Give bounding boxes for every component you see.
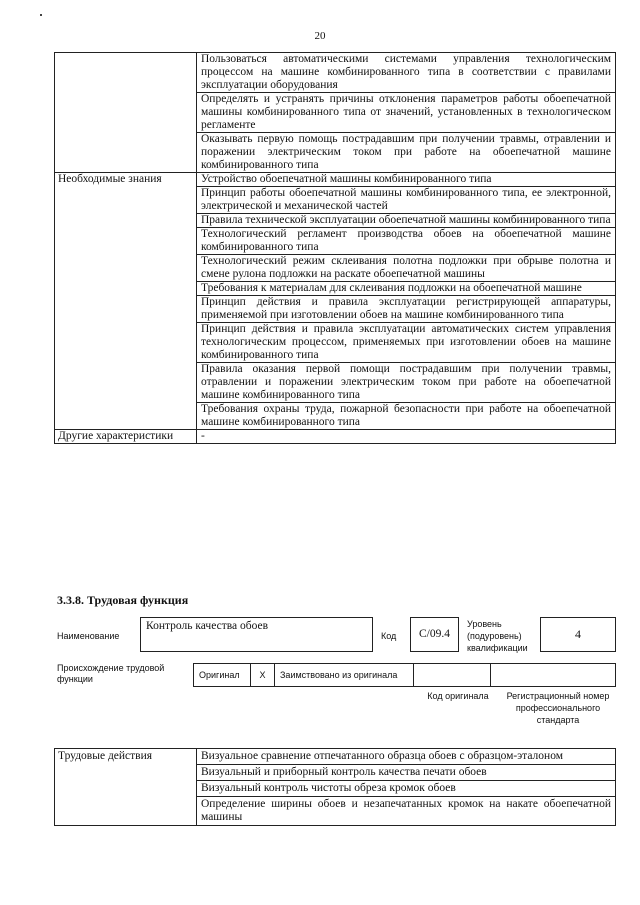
other-characteristics-label: Другие характеристики [55,430,197,444]
list-item: Оказывать первую помощь пострадавшим при получении травмы, отравлении и поражении электрическим током при работе на обоепечатной машине комбинированного типа [197,133,616,173]
list-item: Определение ширины обоев и незапечатанных кромок на накате обоепечатной машины [197,797,616,826]
page-number: 20 [314,30,326,42]
name-label: Наименование [57,631,120,641]
section-title: 3.3.8. Трудовая функция [57,593,189,607]
other-characteristics-value: - [197,430,616,444]
origin-mark: X [251,664,275,687]
labor-actions-table [54,748,616,826]
labor-actions-label: Трудовые действия [55,749,197,826]
list-item: Правила оказания первой помощи пострадавшим при получении травмы, отравлении и поражении электрическим током при работе на обоепечатной машине комбинированного типа [197,363,616,403]
table-row [55,749,616,765]
table-row [55,430,616,444]
competency-table [54,52,616,444]
list-item: Требования к материалам для склеивания подложки на обоепечатной машине [197,282,616,296]
code-label: Код [381,631,397,641]
caption-registration-number: Регистрационный номер профессионального стандарта [506,691,610,725]
caption-original-code: Код оригинала [427,691,489,701]
scan-speck [40,14,42,16]
origin-original-cell: Оригинал [194,664,251,687]
list-item: Технологический регламент производства обоев на обоепечатной машине комбинированного типа [197,228,616,255]
original-code-cell [414,664,491,687]
list-item: Требования охраны труда, пожарной безопасности при работе на обоепечатной машине комбинированного типа [197,403,616,430]
origin-borrowed-cell: Заимствовано из оригинала [275,664,414,687]
origin-table [193,663,616,687]
list-item: Технологический режим склеивания полотна подложки при обрыве полотна и смене рулона подложки на раскате обоепечатной машины [197,255,616,282]
code-field: C/09.4 [410,617,459,652]
list-item: Правила технической эксплуатации обоепечатной машины комбинированного типа [197,214,616,228]
table-row [55,173,616,187]
level-label [467,618,539,654]
list-item: Принцип действия и правила эксплуатации автоматических систем управления технологическим процессом, применяемых при изготовлении обоев на машине комбинированного типа [197,323,616,363]
list-item: Определять и устранять причины отклонения параметров работы обоепечатной машины комбинированного типа от значений, установленных в технологическом регламенте [197,93,616,133]
skills-label-cell [55,53,197,173]
list-item: Визуальный и приборный контроль качества печати обоев [197,765,616,781]
list-item: Принцип работы обоепечатной машины комбинированного типа, ее электронной, электрической и механической частей [197,187,616,214]
list-item: Визуальный контроль чистоты обреза кромок обоев [197,781,616,797]
table-row [194,664,616,687]
list-item: Визуальное сравнение отпечатанного образца обоев с образцом-эталоном [197,749,616,765]
function-name-field: Контроль качества обоев [140,617,373,652]
registration-number-cell [491,664,616,687]
origin-label-text: Происхождение трудовой функции [57,663,165,684]
table-row [55,53,616,93]
knowledge-label: Необходимые знания [55,173,197,430]
list-item: Пользоваться автоматическими системами управления технологическим процессом на машине комбинированного типа в соответствии с правилами эксплуатации оборудования [197,53,616,93]
level-field: 4 [540,617,616,652]
list-item: Принцип действия и правила эксплуатации регистрирующей аппаратуры, применяемой при изготовлении обоев на машине комбинированного типа [197,296,616,323]
list-item: Устройство обоепечатной машины комбинированного типа [197,173,616,187]
origin-label [57,663,185,685]
level-label-text: Уровень (подуровень) квалификации [467,619,528,653]
